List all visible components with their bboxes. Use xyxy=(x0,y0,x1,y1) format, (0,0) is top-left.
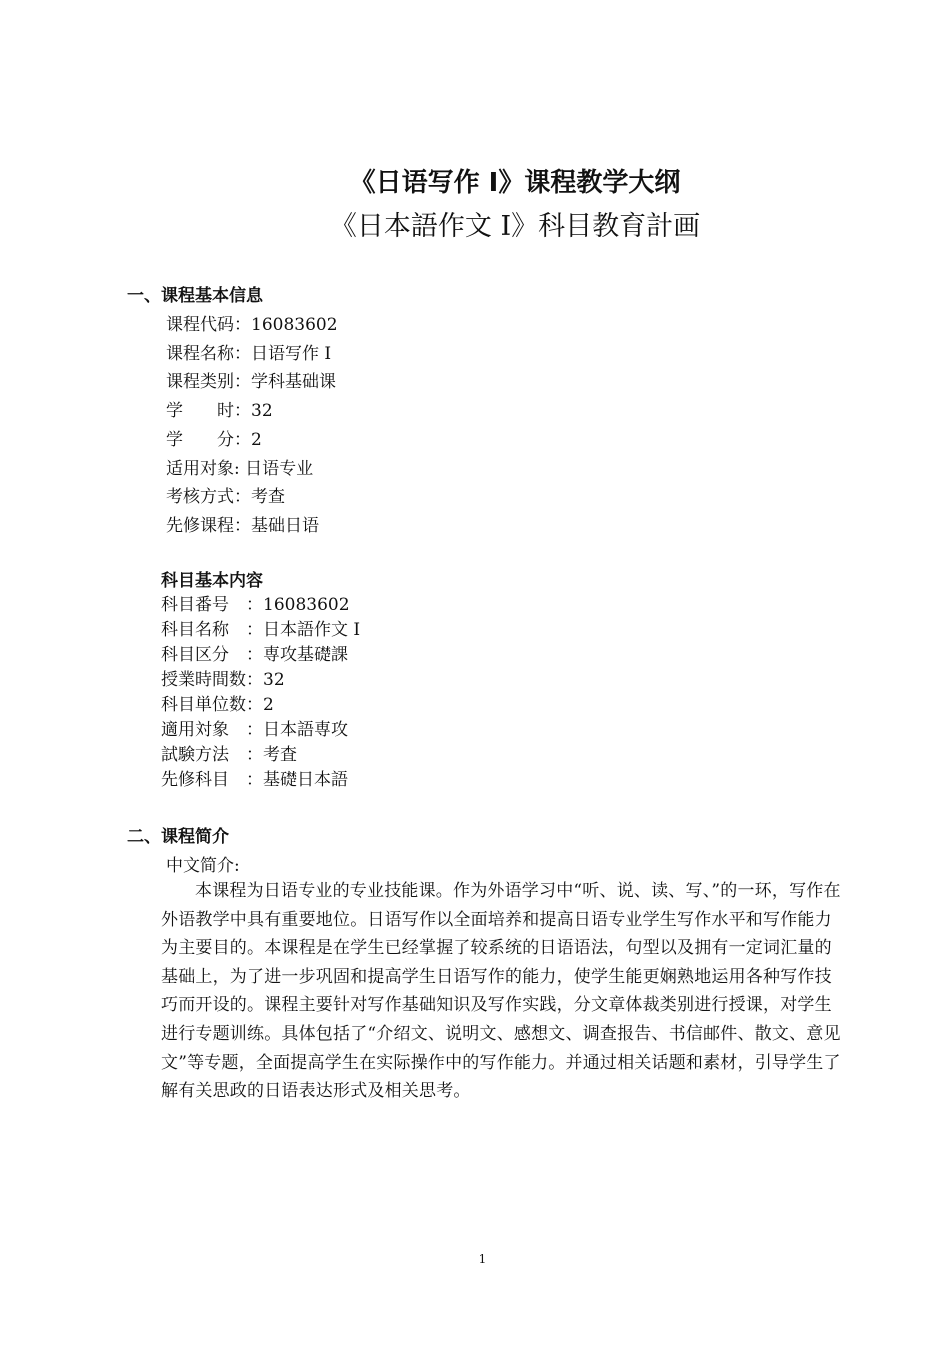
row-label: 适用对象: xyxy=(166,459,246,479)
row-value: 学科基础课 xyxy=(251,372,336,392)
page-number: 1 xyxy=(478,1252,487,1266)
row-value: 基礎日本語 xyxy=(263,770,348,790)
jp-info-row xyxy=(161,740,297,765)
row-label: 课程类别： xyxy=(166,372,251,392)
course-info-row xyxy=(166,511,319,536)
row-label: 学 时： xyxy=(166,401,251,421)
row-label: 先修科目 ： xyxy=(161,770,263,790)
document-subtitle: 《日本語作文 I》科目教育計画 xyxy=(329,211,701,242)
row-label: 学 分： xyxy=(166,430,251,450)
section1-heading: 一、课程基本信息 xyxy=(127,286,263,306)
course-info-row xyxy=(166,339,331,364)
course-info-row xyxy=(166,310,338,335)
jp-info-row xyxy=(161,715,348,740)
course-intro-paragraph: 本课程为日语专业的专业技能课。作为外语学习中“听、说、读、写、”的一环，写作在外语教学中具有重要地位。日语写作以全面培养和提高日语专业学生写作水平和写作能力为主要目的。本课程是在学生已经掌握了较系统的日语语法，句型以及拥有一定词汇量的基础上，为了进一步巩固和提高学生日语写作的能力，使学生能更娴熟地运用各种写作技巧而开设的。课程主要针对写作基础知识及写作实践，分文章体裁类别进行授课，对学生进行专题训练。具体包括了“介绍文、说明文、感想文、调查报告、书信邮件、散文、意见文”等专题，全面提高学生在实际操作中的写作能力。并通过相关话题和素材，引导学生了解有关思政的日语表达形式及相关思考。 xyxy=(161,881,841,1102)
row-value: 考查 xyxy=(251,487,285,507)
row-label: 科目単位数： xyxy=(161,695,263,715)
row-value: 32 xyxy=(251,401,273,421)
row-value: 2 xyxy=(263,695,274,715)
row-value: 16083602 xyxy=(263,595,350,615)
jp-info-row xyxy=(161,765,348,790)
row-label: 科目名称 ： xyxy=(161,620,263,640)
jp-info-row xyxy=(161,590,350,615)
row-value: 日本語専攻 xyxy=(263,720,348,740)
document-title: 《日语写作 I》课程教学大纲 xyxy=(349,168,681,198)
course-info-row xyxy=(166,425,262,450)
row-value: 16083602 xyxy=(251,315,338,335)
row-label: 课程名称： xyxy=(166,344,251,364)
jp-info-row xyxy=(161,665,285,690)
row-label: 適用対象 ： xyxy=(161,720,263,740)
course-info-row xyxy=(166,396,273,421)
row-value: 日语写作 I xyxy=(251,344,332,364)
section1-jp-heading: 科目基本内容 xyxy=(161,571,263,591)
intro-subheading: 中文简介: xyxy=(166,856,240,876)
jp-info-row xyxy=(161,640,348,665)
row-value: 考査 xyxy=(263,745,297,765)
row-value: 基础日语 xyxy=(251,516,319,536)
section2-heading: 二、课程简介 xyxy=(127,827,229,847)
row-label: 科目区分 ： xyxy=(161,645,263,665)
row-label: 試験方法 ： xyxy=(161,745,263,765)
row-label: 授業時間数： xyxy=(161,670,263,690)
jp-info-row xyxy=(161,615,360,640)
course-info-row xyxy=(166,367,336,392)
row-label: 先修课程： xyxy=(166,516,251,536)
row-value: 日本語作文 I xyxy=(263,620,361,640)
course-info-row xyxy=(166,454,313,479)
row-value: 32 xyxy=(263,670,285,690)
row-label: 课程代码： xyxy=(166,315,251,335)
jp-info-row xyxy=(161,690,274,715)
row-value: 2 xyxy=(251,430,262,450)
course-info-row xyxy=(166,482,285,507)
row-value: 日语专业 xyxy=(245,459,314,479)
row-label: 考核方式： xyxy=(166,487,251,507)
row-label: 科目番号 ： xyxy=(161,595,263,615)
row-value: 専攻基礎課 xyxy=(263,645,348,665)
